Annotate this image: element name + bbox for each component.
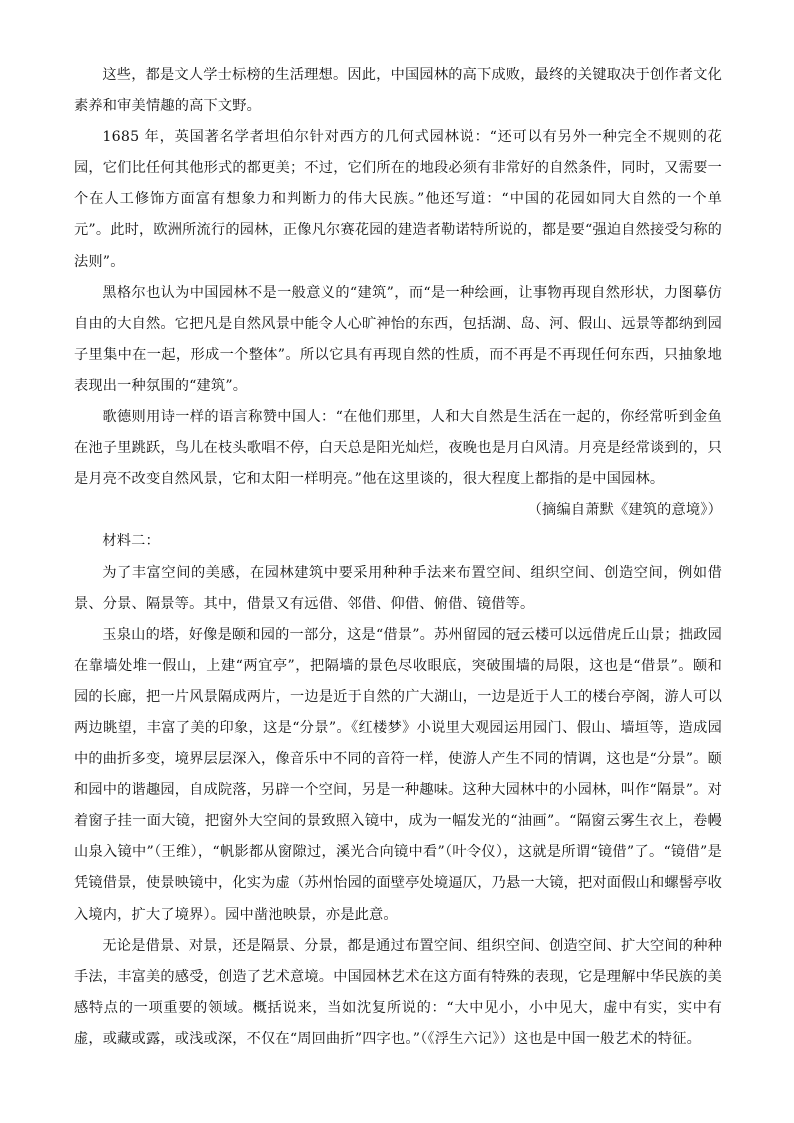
paragraph: 为了丰富空间的美感，在园林建筑中要采用种种手法来布置空间、组织空间、创造空间，例如借景、分景、隔景等。其中，借景又有远借、邻借、仰借、俯借、镜借等。 <box>74 564 722 612</box>
document-body <box>74 60 722 1055</box>
paragraph: 这些，都是文人学士标榜的生活理想。因此，中国园林的高下成败，最终的关键取决于创作者文化素养和审美情趣的高下文野。 <box>74 67 722 115</box>
source-citation: （摘编自萧默《建筑的意境》） <box>527 502 722 519</box>
paragraph: 黑格尔也认为中国园林不是一般意义的“建筑”，而“是一种绘画，让事物再现自然形状，力图摹仿自由的大自然。它把凡是自然风景中能令人心旷神怡的东西，包括湖、岛、河、假山、远景等都纳到园子里集中在一起，形成一个整体”。所以它具有再现自然的性质，而不再是不再现任何东西，只抽象地表现出一种氛围的“建筑”。 <box>74 284 722 394</box>
paragraph: 无论是借景、对景，还是隔景、分景，都是通过布置空间、组织空间、创造空间、扩大空间的种种手法，丰富美的感受，创造了艺术意境。中国园林艺术在这方面有特殊的表现，它是理解中华民族的美感特点的一项重要的领域。概括说来，当如沈复所说的：“大中见小，小中见大，虚中有实，实中有虚，或藏或露，或浅或深，不仅在“周回曲折”四字也。”（《浮生六记》）这也是中国一般艺术的特征。 <box>74 937 722 1047</box>
paragraph: 1685 年，英国著名学者坦伯尔针对西方的几何式园林说：“还可以有另外一种完全不规则的花园，它们比任何其他形式的都更美；不过，它们所在的地段必须有非常好的自然条件，同时，又需要一个在人工修饰方面富有想象力和判断力的伟大民族。”他还写道：“中国的花园如同大自然的一个单元”。此时，欧洲所流行的园林，正像凡尔赛花园的建造者勒诺特所说的，都是要“强迫自然接受匀称的法则”。 <box>74 129 722 270</box>
material-label: 材料二： <box>102 533 160 550</box>
paragraph: 歌德则用诗一样的语言称赞中国人：“在他们那里，人和大自然是生活在一起的，你经常听到金鱼在池子里跳跃，鸟儿在枝头歌唱不停，白天总是阳光灿烂，夜晚也是月白风清。月亮是经常谈到的，只是月亮不改变自然风景，它和太阳一样明亮。”他在这里谈的，很大程度上都指的是中国园林。 <box>74 409 722 488</box>
paragraph: 玉泉山的塔，好像是颐和园的一部分，这是“借景”。苏州留园的冠云楼可以远借虎丘山景；拙政园在靠墙处堆一假山，上建“两宜亭”，把隔墙的景色尽收眼底，突破围墙的局限，这也是“借景”。颐和园的长廊，把一片风景隔成两片，一边是近于自然的广大湖山，一边是近于人工的楼台亭阁，游人可以两边眺望，丰富了美的印象，这是“分景”。《红楼梦》小说里大观园运用园门、假山、墙垣等，造成园中的曲折多变，境界层层深入，像音乐中不同的音符一样，使游人产生不同的情调，这也是“分景”。颐和园中的谐趣园，自成院落，另辟一个空间，另是一种趣味。这种大园林中的小园林，叫作“隔景”。对着窗子挂一面大镜，把窗外大空间的景致照入镜中，成为一幅发光的“油画”。“隔窗云雾生衣上，卷幔山泉入镜中”（王维），“帆影都从窗隙过，溪光合向镜中看”（叶令仪），这就是所谓“镜借”了。“镜借”是凭镜借景，使景映镜中，化实为虚（苏州怡园的面壁亭处境逼仄，乃悬一大镜，把对面假山和螺髻亭收入境内，扩大了境界）。园中凿池映景，亦是此意。 <box>74 626 722 923</box>
